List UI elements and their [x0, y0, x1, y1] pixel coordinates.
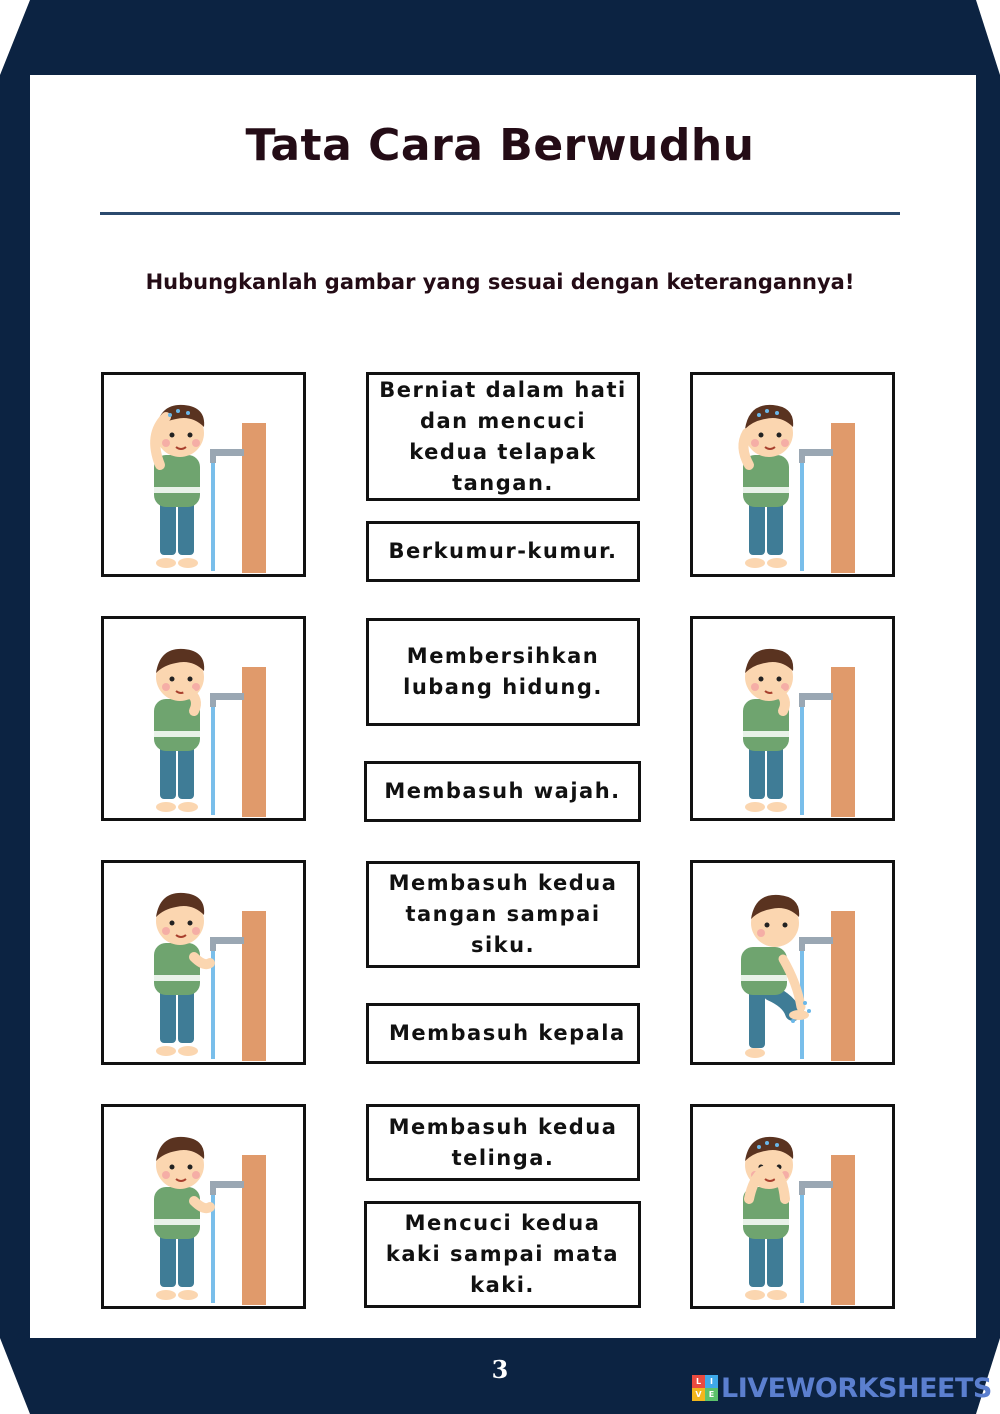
- caption-box-1[interactable]: Berniat dalam hati dan mencuci kedua telapak tangan.: [366, 372, 640, 501]
- liveworksheets-watermark: [692, 1373, 992, 1403]
- caption-box-2[interactable]: Berkumur-kumur.: [366, 521, 640, 582]
- title-divider: [100, 212, 900, 215]
- page-number: 3: [491, 1355, 509, 1384]
- picture-card-left-3[interactable]: [101, 860, 306, 1065]
- picture-card-left-2[interactable]: [101, 616, 306, 821]
- top-banner: [0, 0, 1000, 75]
- picture-card-left-1[interactable]: [101, 372, 306, 577]
- boy-washing-head-icon: [104, 375, 309, 580]
- picture-card-right-1[interactable]: [690, 372, 895, 577]
- boy-washing-feet-icon: [693, 863, 898, 1068]
- boy-rinsing-mouth-icon: [104, 619, 309, 824]
- instruction-text: Hubungkanlah gambar yang sesuai dengan keterangannya!: [145, 270, 855, 294]
- picture-card-left-4[interactable]: [101, 1104, 306, 1309]
- caption-box-4[interactable]: Membasuh wajah.: [364, 761, 641, 822]
- boy-washing-hands-icon: [104, 863, 309, 1068]
- picture-card-right-4[interactable]: [690, 1104, 895, 1309]
- picture-card-right-3[interactable]: [690, 860, 895, 1065]
- boy-washing-palms-icon: [104, 1107, 309, 1312]
- liveworksheets-logo-icon: L I V E: [692, 1375, 718, 1401]
- caption-box-8[interactable]: Mencuci kedua kaki sampai mata kaki.: [364, 1201, 641, 1308]
- liveworksheets-text: LIVEWORKSHEETS: [721, 1372, 992, 1404]
- boy-washing-face-icon: [693, 1107, 898, 1312]
- caption-box-7[interactable]: Membasuh kedua telinga.: [366, 1104, 640, 1181]
- page-title: Tata Cara Berwudhu: [245, 120, 755, 171]
- boy-cleaning-nose-icon: [693, 619, 898, 824]
- caption-box-5[interactable]: Membasuh kedua tangan sampai siku.: [366, 861, 640, 968]
- caption-box-6[interactable]: Membasuh kepala: [366, 1003, 640, 1064]
- caption-box-3[interactable]: Membersihkan lubang hidung.: [366, 618, 640, 726]
- picture-card-right-2[interactable]: [690, 616, 895, 821]
- boy-washing-ears-icon: [693, 375, 898, 580]
